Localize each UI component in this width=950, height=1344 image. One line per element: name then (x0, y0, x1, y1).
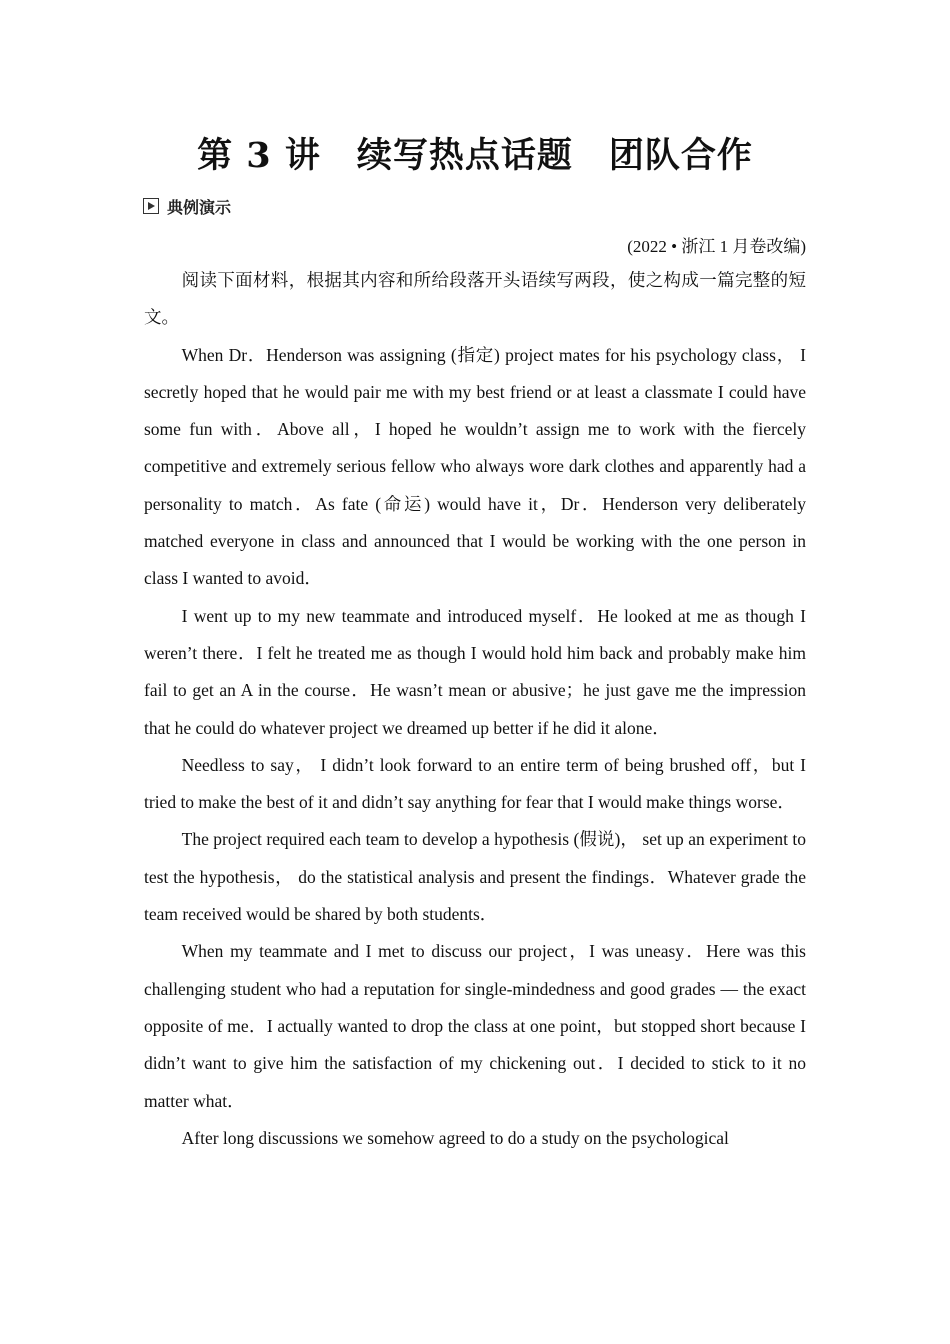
section-label: 典例演示 (167, 197, 232, 217)
play-icon (143, 198, 159, 214)
story-paragraph: When my teammate and I met to discuss our project，I was uneasy．Here was this challenging student who had a reputation for single-mindedness and good grades — the exact opposite of me．I actually wanted to drop the class at one point，but stopped short because I didn’t want to give him the satisfaction of my chickening out．I decided to stick to it no matter what． (144, 941, 806, 1111)
story-paragraph: After long discussions we somehow agreed to do a study on the psychological (181, 1127, 729, 1148)
page-title: 第 3 讲 续写热点话题 团队合作 (197, 135, 753, 176)
section-header (143, 195, 231, 217)
story-paragraph: I went up to my new teammate and introduced myself．He looked at me as though I weren’t there．I felt he treated me as though I would hold him back and probably make him fail to get an A in the course．He wasn’t mean or abusive；he just gave me the impression that he could do whatever project we dreamed up better if he did it alone． (144, 605, 806, 738)
story-paragraph: The project required each team to develop a hypothesis (假说)， set up an experiment to test the hypothesis， do the statistical analysis and present the findings．Whatever grade the team received would be shared by both students． (144, 829, 806, 925)
instruction-paragraph: 阅读下面材料，根据其内容和所给段落开头语续写两段，使之构成一篇完整的短文。 (144, 270, 806, 328)
story-paragraph: Needless to say， I didn’t look forward to an entire term of being brushed off，but I tried to make the best of it and didn’t say anything for fear that I would make things worse． (144, 754, 806, 813)
story-paragraph: When Dr．Henderson was assigning (指定) project mates for his psychology class， I secretly hoped that he would pair me with my best friend or at least a classmate I could have some fun with．Above all，I hoped he wouldn’t assign me to work with the fiercely competitive and extremely serious fellow who always wore dark clothes and apparently had a personality to match．As fate (命运) would have it，Dr．Henderson very deliberately matched everyone in class and announced that I would be working with the one person in class I wanted to avoid． (144, 344, 806, 589)
source-citation: (2022 • 浙江 1 月卷改编) (627, 237, 806, 256)
article-body (144, 262, 806, 1157)
